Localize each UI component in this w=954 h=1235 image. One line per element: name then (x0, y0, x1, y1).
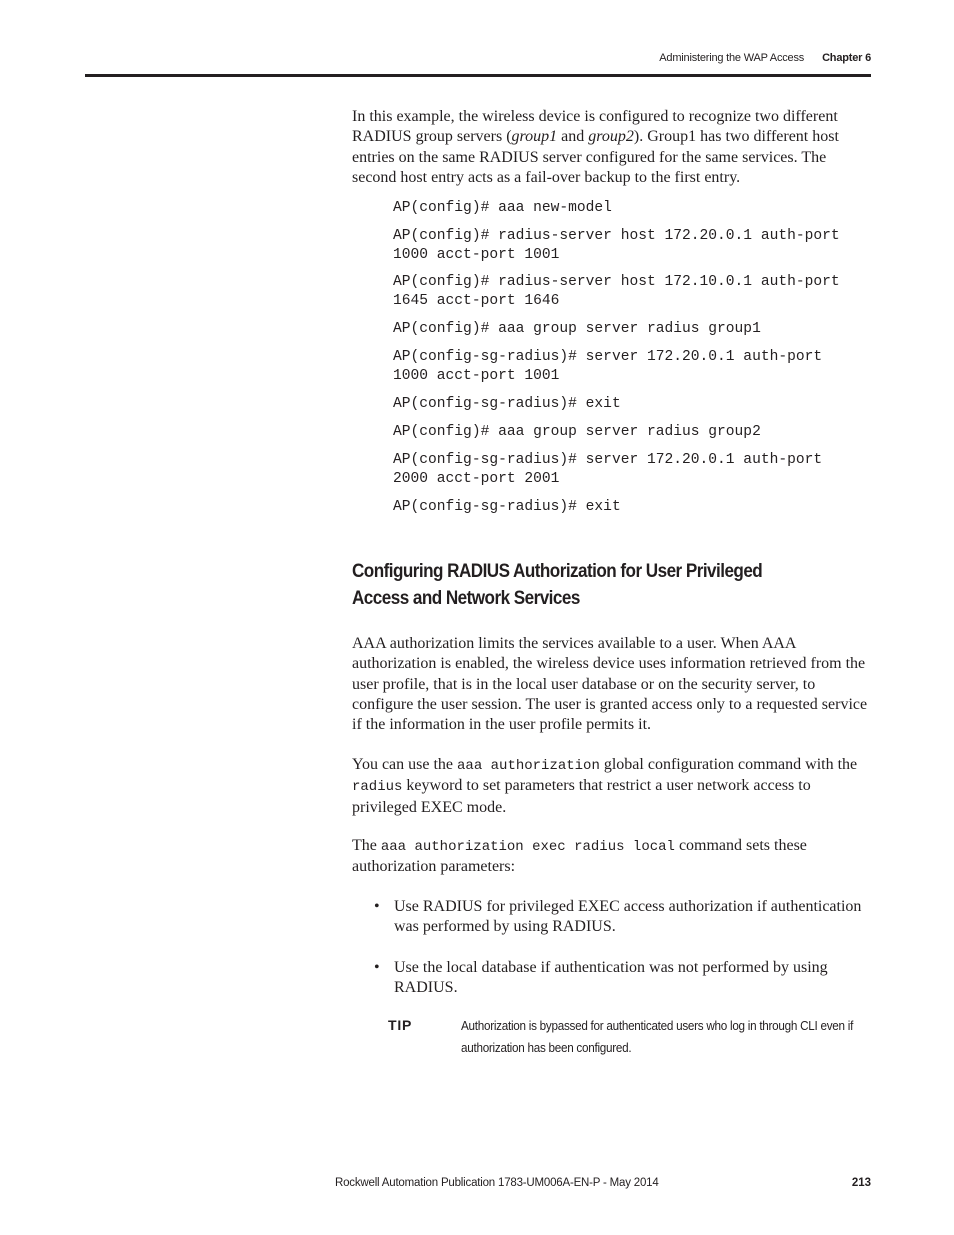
intro-group1: group1 (511, 128, 558, 146)
section-heading: Configuring RADIUS Authorization for User Privileged Access and Network Services (352, 561, 763, 609)
code-line: AP(config)# aaa new-model (393, 200, 612, 216)
intro-and: and (557, 128, 589, 146)
intro-paragraph (352, 107, 872, 188)
intro-text-1: In this example, the wireless device is configured to recognize two different RADIUS group servers ( (352, 108, 838, 146)
inline-code: aaa authorization exec radius local (380, 839, 675, 855)
bullet-dot-icon: • (374, 898, 380, 915)
code-line: AP(config)# aaa group server radius group2 (393, 424, 761, 440)
paragraph-text: global configuration command with the (599, 756, 858, 773)
tip-label: TIP (388, 1017, 413, 1033)
code-line: AP(config)# radius-server host 172.10.0.1 auth-port 1645 acct-port 1646 (393, 274, 840, 309)
intro-group2: group2 (588, 128, 634, 146)
paragraph-text: The (352, 837, 381, 854)
body-paragraph-3 (352, 836, 872, 878)
paragraph-text: AAA authorization limits the services available to a user. When AAA authorization is enabled, the wireless device uses information retrieved from the user profile, that is in the local user database or on the security server, to configure the user session. The user is granted access only to a requested service if the information in the user profile permits it. (352, 635, 868, 734)
bullet-item (374, 958, 874, 999)
code-line: AP(config-sg-radius)# server 172.20.0.1 auth-port 1000 acct-port 1001 (393, 349, 823, 384)
bullet-text: Use the local database if authentication was not performed by using RADIUS. (394, 959, 828, 997)
body-paragraph-2 (352, 755, 872, 818)
paragraph-text: You can use the (352, 756, 458, 773)
running-header (659, 52, 871, 64)
paragraph-text: keyword to set parameters that restrict a user network access to privileged EXEC mode. (352, 777, 811, 816)
inline-code: radius (352, 779, 403, 796)
header-rule (85, 74, 871, 77)
header-chapter: Chapter 6 (822, 52, 871, 64)
header-section-title: Administering the WAP Access (659, 52, 805, 64)
footer-publication: Rockwell Automation Publication 1783-UM006A-EN-P - May 2014 (335, 1177, 659, 1189)
tip-text: Authorization is bypassed for authenticated users who log in through CLI even if authorization has been configured. (461, 1018, 854, 1055)
intro-text-2: ). Group1 has two different host entries on the same RADIUS server configured for the same services. The second host entry acts as a fail-over backup to the first entry. (352, 128, 839, 186)
code-line: AP(config)# radius-server host 172.20.0.1 auth-port 1000 acct-port 1001 (393, 228, 840, 263)
bullet-text: Use RADIUS for privileged EXEC access authorization if authentication was performed by using RADIUS. (394, 898, 862, 936)
code-line: AP(config)# aaa group server radius group1 (393, 321, 761, 337)
paragraph-text: command sets these authorization parameters: (352, 837, 807, 876)
bullet-item (374, 897, 874, 938)
code-line: AP(config-sg-radius)# server 172.20.0.1 auth-port 2000 acct-port 2001 (393, 452, 823, 487)
code-line: AP(config-sg-radius)# exit (393, 499, 621, 515)
page-number: 213 (851, 1177, 871, 1189)
inline-code: aaa authorization (457, 758, 600, 774)
bullet-dot-icon: • (374, 959, 380, 976)
body-paragraph-1 (352, 634, 872, 735)
code-line: AP(config-sg-radius)# exit (393, 396, 621, 412)
